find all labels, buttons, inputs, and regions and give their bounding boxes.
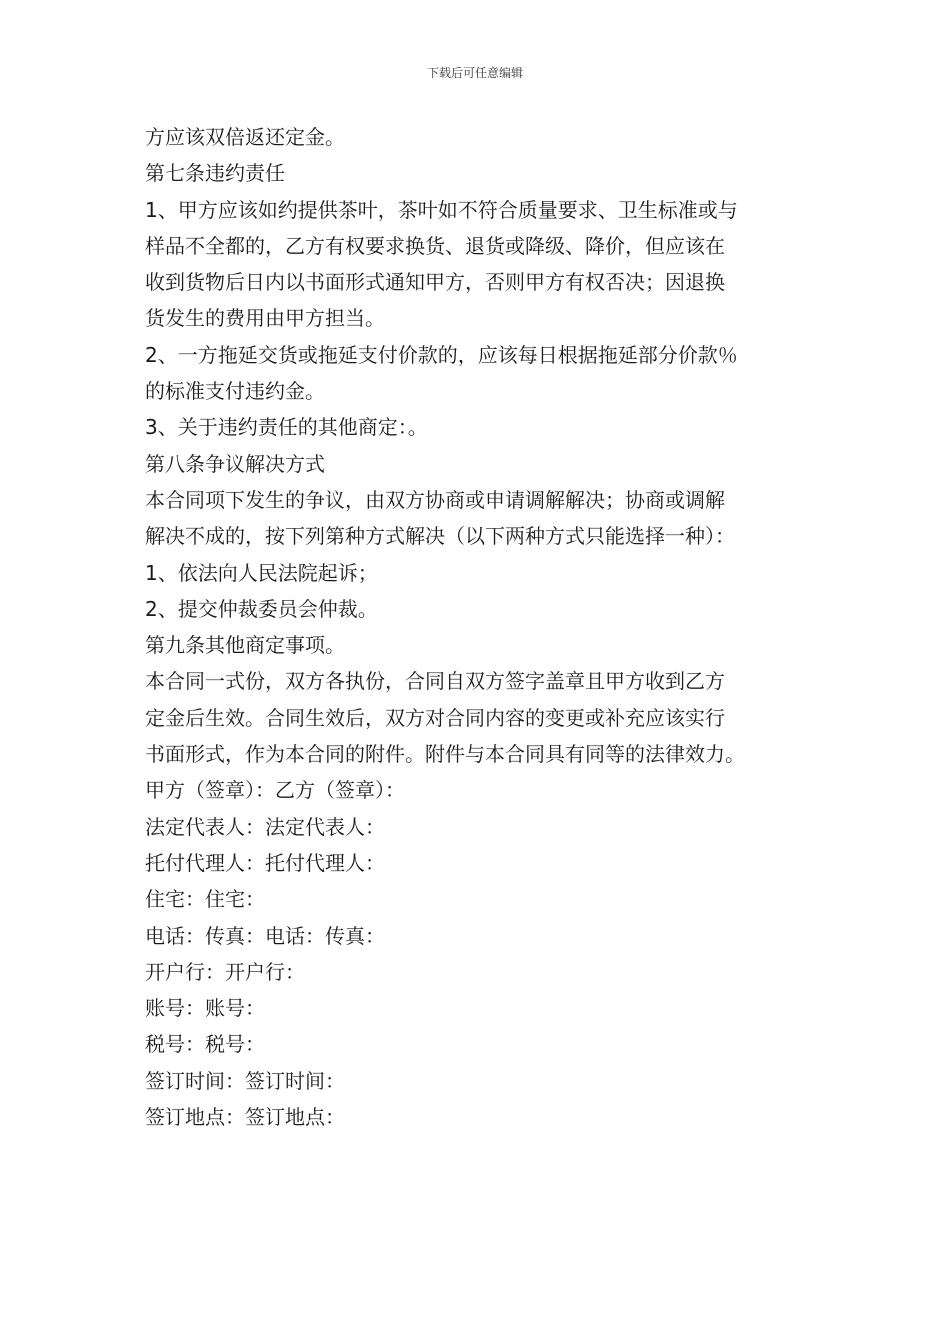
text-line-deposit-return: 方应该双倍返还定金。 [145,125,345,149]
text-line: 本合同项下发生的争议，由双方协商或申请调解解决；协商或调解 [145,487,725,512]
document-body [145,119,810,1135]
text-line: 2、一方拖延交货或拖延支付价款的，应该每日根据拖延部分价款％ [145,342,738,367]
section-heading-article-7: 第七条违约责任 [145,161,285,186]
page-header: 下载后可任意编辑 [426,66,523,80]
text-line: 解决不成的，按下列第种方式解决（以下两种方式只能选择一种）： [145,524,735,549]
signature-field-signing-place: 签订地点：签订地点： [145,1105,345,1130]
text-line: 收到货物后日内以书面形式通知甲方，否则甲方有权否决；因退换 [145,270,725,295]
signature-field-tax-number: 税号：税号： [145,1032,265,1057]
signature-field-address: 住宅：住宅： [145,887,265,912]
text-line: 本合同一式份，双方各执份，合同自双方签字盖章且甲方收到乙方 [145,669,725,694]
text-line: 书面形式，作为本合同的附件。附件与本合同具有同等的法律效力。 [145,742,745,767]
text-line: 货发生的费用由甲方担当。 [145,306,385,331]
text-line: 2、提交仲裁委员会仲裁。 [145,596,378,621]
text-line: 3、关于违约责任的其他商定：。 [145,415,428,440]
text-line: 的标准支付违约金。 [145,379,325,404]
section-heading-article-9: 第九条其他商定事项。 [145,633,345,658]
signature-field-representative: 法定代表人：法定代表人： [145,814,385,839]
text-line: 1、甲方应该如约提供茶叶，茶叶如不符合质量要求、卫生标准或与 [145,197,738,222]
signature-field-account: 账号：账号： [145,996,265,1021]
signature-field-bank: 开户行：开户行： [145,959,305,984]
text-line: 定金后生效。合同生效后，双方对合同内容的变更或补充应该实行 [145,705,725,730]
text-line: 1、依法向人民法院起诉； [145,560,378,585]
section-heading-article-8: 第八条争议解决方式 [145,451,325,476]
signature-field-signing-time: 签订时间：签订时间： [145,1068,345,1093]
signature-field-party: 甲方（签章）：乙方（签章）： [145,778,405,803]
signature-field-agent: 托付代理人：托付代理人： [145,850,385,875]
signature-field-phone-fax: 电话：传真：电话：传真： [145,923,385,948]
text-line: 样品不全都的，乙方有权要求换货、退货或降级、降价，但应该在 [145,233,725,258]
